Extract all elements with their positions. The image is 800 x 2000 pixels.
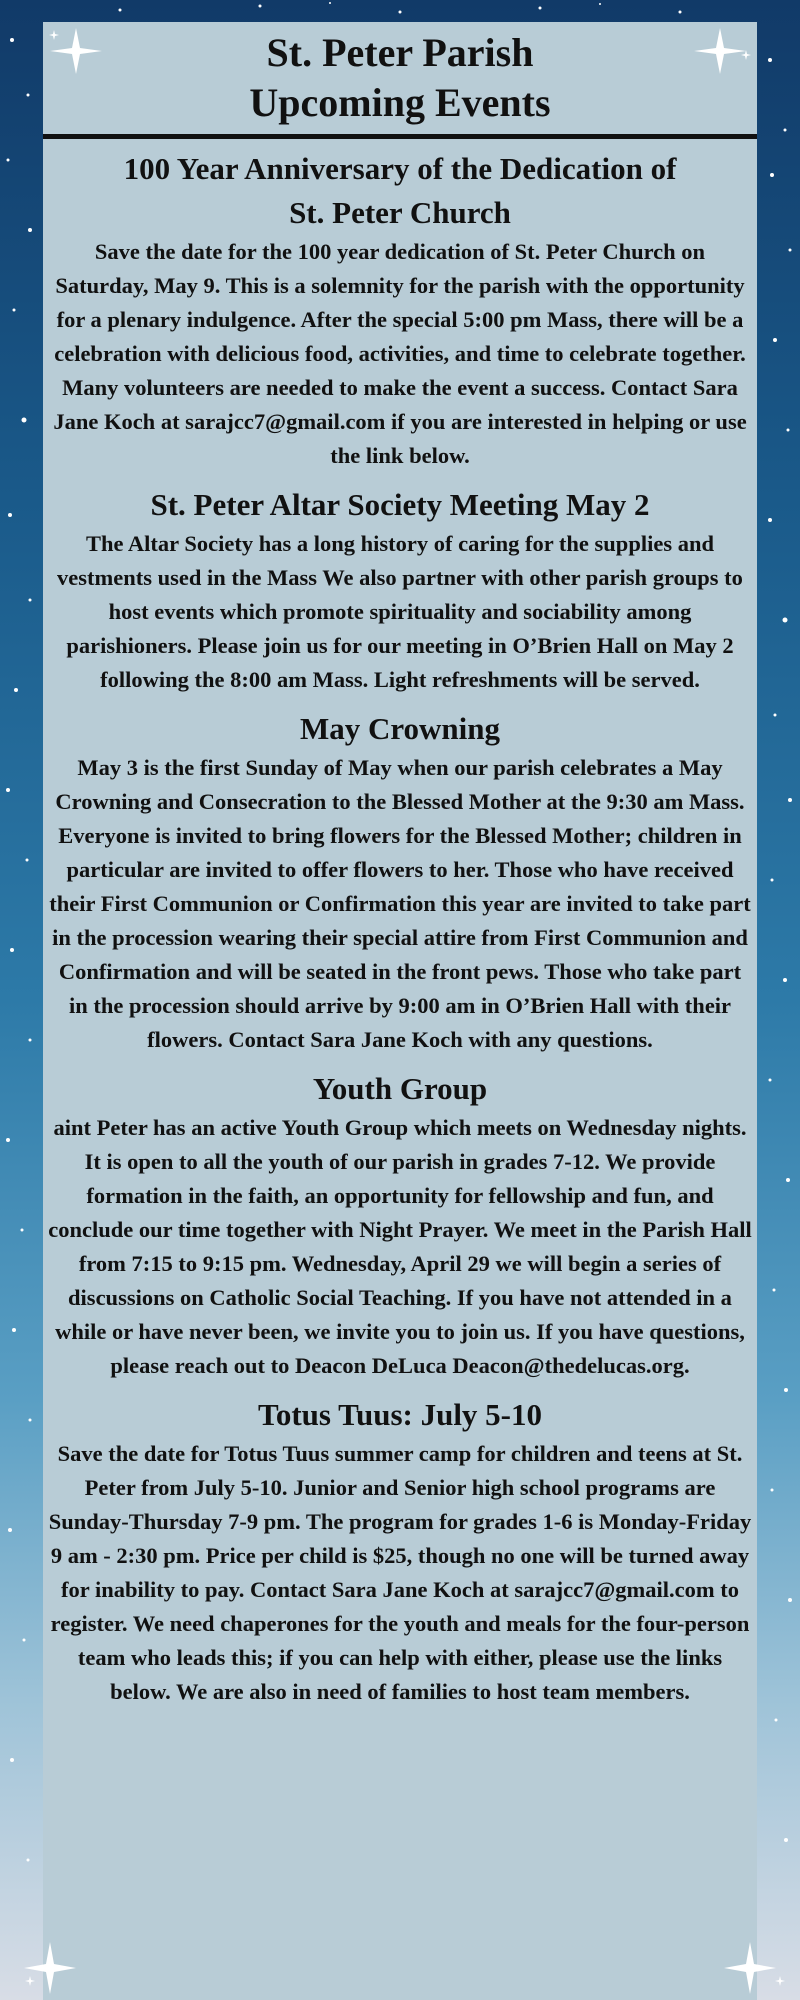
event-description: Save the date for the 100 year dedication of St. Peter Church on Saturday, May 9. This is a solemnity for the parish with the opportunity for a plenary indulgence. After the special 5:00 pm Mass, there will be a celebration with delicious food, activities, and time to celebrate together. Many volunteers are needed to make the event a success. Contact Sara Jane Koch at sarajcc7@gmail.com if you are interested in helping or use the link below. [53, 239, 747, 468]
event-description: aint Peter has an active Youth Group which meets on Wednesday nights. It is open to all the youth of our parish in grades 7-12. We provide formation in the faith, an opportunity for fellowship and fun, and conclude our time together with Night Prayer. We meet in the Parish Hall from 7:15 to 9:15 pm. Wednesday, April 29 we will begin a series of discussions on Catholic Social Teaching. If you have not attended in a while or have never been, we invite you to join us. If you have questions, please reach out to Deacon DeLuca Deacon@thedelucas.org. [48, 1115, 752, 1378]
page-header [43, 22, 757, 139]
event-title-line2: St. Peter Church [289, 195, 511, 230]
event-youth-group [47, 1067, 753, 1383]
events-list [43, 139, 757, 1709]
event-anniversary [47, 147, 753, 473]
parish-name: St. Peter Parish [266, 30, 534, 75]
event-title: 100 Year Anniversary of the Dedication of [123, 151, 677, 186]
event-description: Save the date for Totus Tuus summer camp for children and teens at St. Peter from July 5-10. Junior and Senior high school programs are Sunday-Thursday 7-9 pm. The program for grades 1-6 is Monday-Friday 9 am - 2:30 pm. Price per child is $25, though no one will be turned away for inability to pay. Contact Sara Jane Koch at sarajcc7@gmail.com to register. We need chaperones for the youth and meals for the four-person team who leads this; if you can help with either, please use the links below. We are also in need of families to host team members. [48, 1441, 752, 1704]
event-title: Youth Group [312, 1071, 488, 1106]
page-title: Upcoming Events [249, 80, 551, 125]
event-altar-society [47, 483, 753, 697]
event-may-crowning [47, 707, 753, 1057]
events-panel [43, 22, 757, 2000]
event-title: St. Peter Altar Society Meeting May 2 [150, 487, 650, 522]
event-title: May Crowning [299, 711, 501, 746]
event-totus-tuus [47, 1393, 753, 1709]
event-description: The Altar Society has a long history of caring for the supplies and vestments used in the Mass We also partner with other parish groups to host events which promote spirituality and sociability among parishioners. Please join us for our meeting in O’Brien Hall on May 2 following the 8:00 am Mass. Light refreshments will be served. [57, 531, 743, 692]
event-description: May 3 is the first Sunday of May when our parish celebrates a May Crowning and Consecration to the Blessed Mother at the 9:30 am Mass. Everyone is invited to bring flowers for the Blessed Mother; children in particular are invited to offer flowers to her. Those who have received their First Communion or Confirmation this year are invited to take part in the procession wearing their special attire from First Communion and Confirmation and will be seated in the front pews. Those who take part in the procession should arrive by 9:00 am in O’Brien Hall with their flowers. Contact Sara Jane Koch with any questions. [49, 755, 751, 1052]
event-title: Totus Tuus: July 5-10 [257, 1397, 543, 1432]
